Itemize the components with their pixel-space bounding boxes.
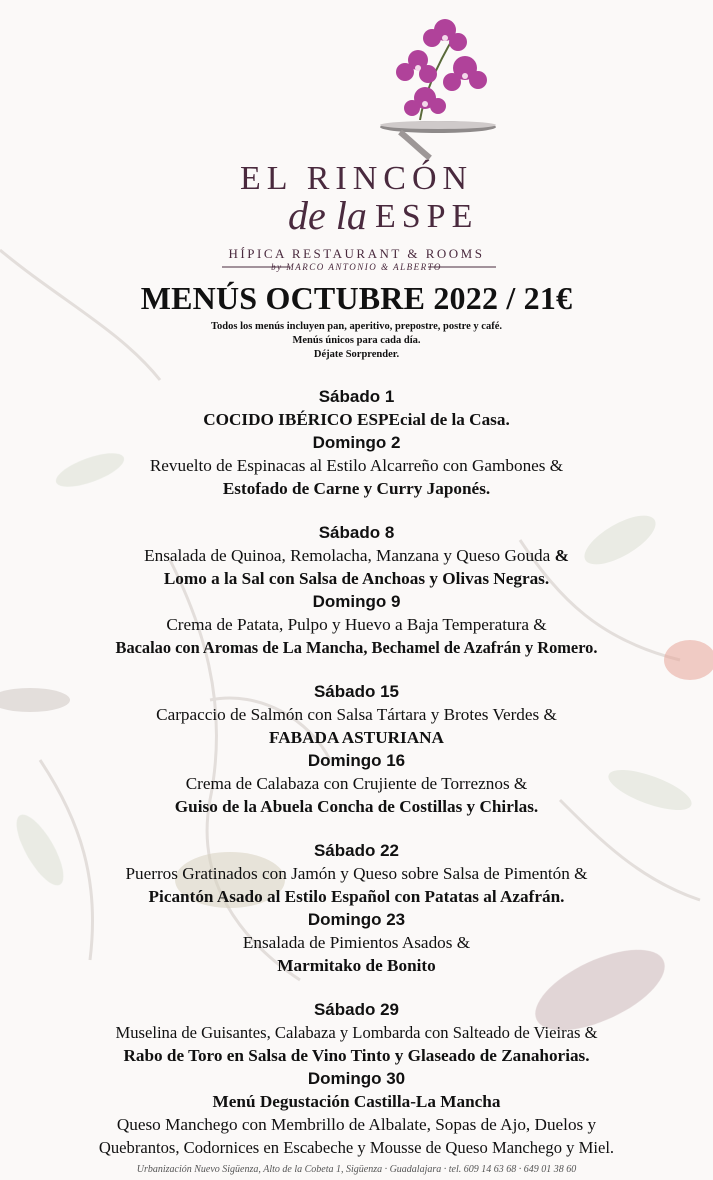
dish-starter: Crema de Patata, Pulpo y Huevo a Baja Temperatura & — [166, 615, 547, 634]
footer-address: Urbanización Nuevo Sigüenza, Alto de la Cobeta 1, Sigüenza · Guadalajara · tel. 609 14 63 68 · 649 01 38 60 — [136, 1164, 577, 1175]
dish-main: Bacalao con Aromas de La Mancha, Bechamel de Azafrán y Romero. — [115, 638, 598, 657]
menu-week-1 — [0, 385, 713, 500]
dish-starter: Carpaccio de Salmón con Salsa Tártara y Brotes Verdes & — [156, 705, 557, 724]
menu-week-2 — [0, 521, 713, 659]
note-unique: Menús únicos para cada día. — [292, 335, 421, 346]
day-heading: Domingo 30 — [307, 1069, 406, 1088]
dish-main: Menú Degustación Castilla-La Mancha — [212, 1092, 501, 1111]
day-heading: Domingo 16 — [307, 751, 406, 770]
menu-list — [0, 385, 713, 1180]
dish-main: Marmitako de Bonito — [277, 956, 436, 975]
dish-main: Estofado de Carne y Curry Japonés. — [222, 479, 491, 498]
day-heading: Sábado 22 — [313, 841, 400, 860]
day-heading: Sábado 1 — [318, 387, 395, 406]
brand-subtitle: HÍPICA RESTAURANT & ROOMS — [228, 246, 485, 261]
day-heading: Sábado 29 — [313, 1000, 400, 1019]
menu-week-5 — [0, 998, 713, 1159]
brand-byline: by MARCO ANTONIO & ALBERTO — [271, 262, 442, 272]
day-heading: Sábado 8 — [318, 523, 395, 542]
dish-starter: Muselina de Guisantes, Calabaza y Lombarda con Salteado de Vieiras & — [115, 1023, 598, 1042]
day-heading: Sábado 15 — [313, 682, 400, 701]
dish-main: Rabo de Toro en Salsa de Vino Tinto y Glaseado de Zanahorias. — [123, 1046, 590, 1065]
page-title: MENÚS OCTUBRE 2022 / 21€ — [140, 280, 573, 316]
dish-main: Lomo a la Sal con Salsa de Anchoas y Olivas Negras. — [163, 569, 550, 588]
note-surprise: Déjate Sorprender. — [313, 349, 400, 360]
dish-starter: Crema de Calabaza con Crujiente de Torreznos & — [185, 774, 528, 793]
brand-dela: de la — [288, 193, 367, 238]
day-heading: Domingo 23 — [307, 910, 406, 929]
logo-orchid — [0, 0, 713, 285]
dish-starter-text: Ensalada de Quinoa, Remolacha, Manzana y Queso Gouda — [144, 546, 551, 565]
menu-week-4 — [0, 839, 713, 977]
ampersand: & — [550, 546, 569, 565]
menu-notes — [0, 320, 713, 362]
brand-name: EL RINCÓN — [239, 160, 474, 197]
note-includes: Todos los menús incluyen pan, aperitivo, prepostre, postre y café. — [210, 321, 502, 332]
tray — [380, 121, 496, 158]
dish-main: Guiso de la Abuela Concha de Costillas y Chirlas. — [174, 797, 539, 816]
dish-main: Picantón Asado al Estilo Español con Patatas al Azafrán. — [148, 887, 565, 906]
tasting-description: Quebrantos, Codornices en Escabeche y Mousse de Queso Manchego y Miel. — [98, 1138, 615, 1157]
day-heading: Domingo 2 — [312, 433, 401, 452]
dish-starter: Revuelto de Espinacas al Estilo Alcarreño con Gambones & — [149, 456, 564, 475]
dish-starter — [0, 544, 713, 567]
menu-week-3 — [0, 680, 713, 818]
brand-espe: ESPE — [375, 198, 479, 235]
dish-main: FABADA ASTURIANA — [269, 728, 444, 747]
orchid-flowers — [396, 19, 487, 116]
day-heading: Domingo 9 — [312, 592, 401, 611]
dish-starter: Puerros Gratinados con Jamón y Queso sobre Salsa de Pimentón & — [125, 864, 588, 883]
dish-starter: Ensalada de Pimientos Asados & — [242, 933, 471, 952]
dish-main: COCIDO IBÉRICO ESPEcial de la Casa. — [203, 410, 510, 429]
tasting-description: Queso Manchego con Membrillo de Albalate, Sopas de Ajo, Duelos y — [116, 1115, 597, 1134]
